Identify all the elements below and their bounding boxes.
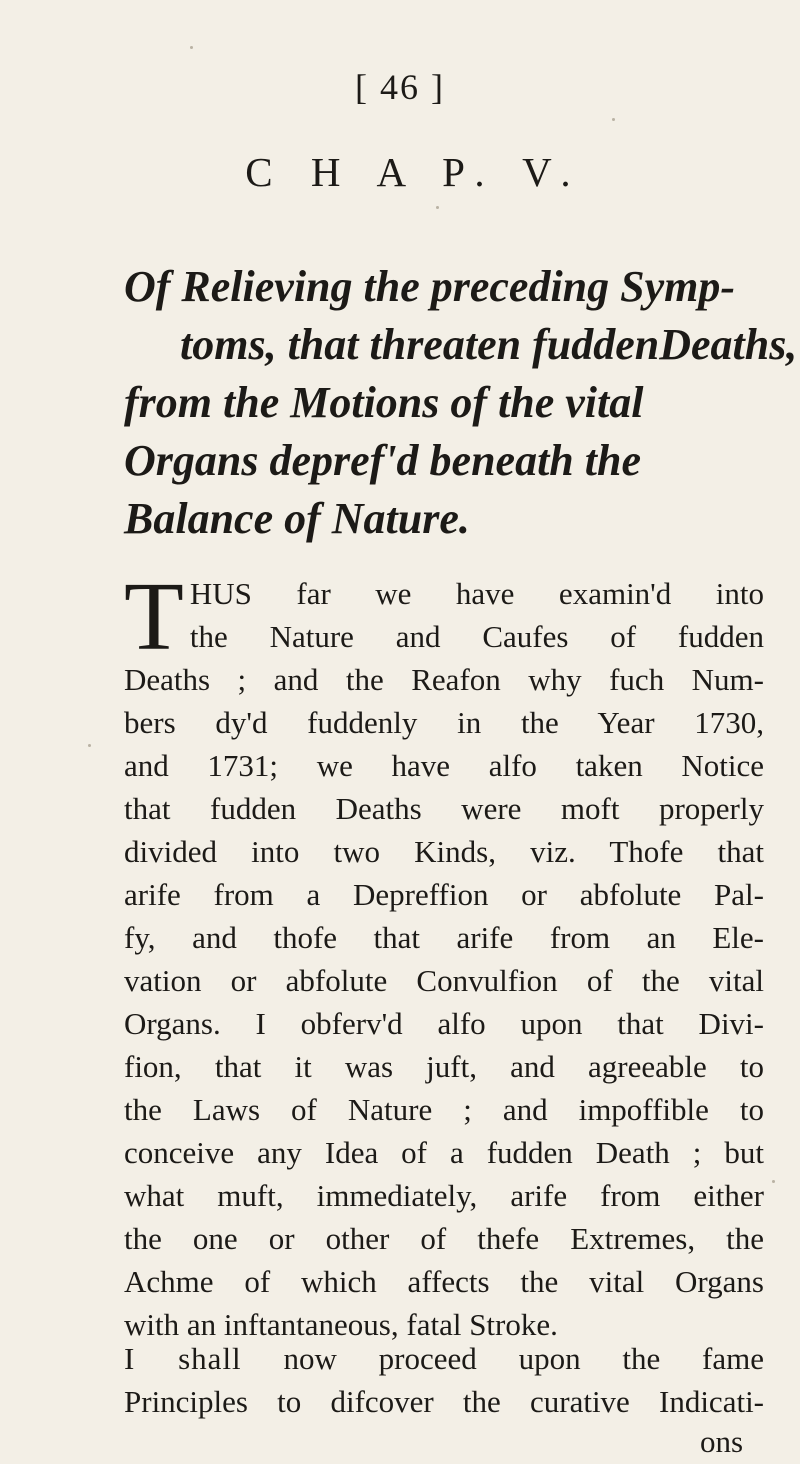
text-line: with an inftantaneous, fatal Stroke.	[124, 1307, 558, 1342]
text-line: conceive any Idea of a fudden Death ; but	[124, 1135, 764, 1170]
text-line: Organs. I obferv'd alfo upon that Divi-	[124, 1006, 764, 1041]
text-line: Principles to difcover the curative Indicati-	[124, 1384, 764, 1419]
text-line: the Laws of Nature ; and impoffible to	[124, 1092, 764, 1127]
paper-speck	[88, 744, 91, 747]
text-line: that fudden Deaths were moft properly	[124, 791, 764, 826]
text-line: and 1731; we have alfo taken Notice	[124, 748, 764, 783]
text-line: fion, that it was juft, and agreeable to	[124, 1049, 764, 1084]
paragraph-lead: I shall	[124, 1341, 242, 1376]
page-number: [ 46 ]	[355, 67, 445, 107]
text-line: bers dy'd fuddenly in the Year 1730,	[124, 705, 764, 740]
text-line: HUS far we have examin'd into	[189, 576, 764, 611]
text-line: fy, and thofe that arife from an Ele-	[124, 920, 764, 955]
text-line	[124, 1337, 764, 1380]
title-line: Organs depref'd beneath the	[124, 436, 641, 485]
text-line: divided into two Kinds, viz. Thofe that	[124, 834, 764, 869]
text-fragment: now proceed upon the fame	[283, 1341, 764, 1376]
paper-speck	[190, 46, 193, 49]
paper-speck	[612, 118, 615, 121]
paper-speck	[772, 1180, 775, 1183]
drop-cap: T	[124, 572, 184, 658]
chapter-title	[124, 258, 798, 548]
text-line: Deaths ; and the Reafon why fuch Num-	[124, 662, 764, 697]
paragraph-2	[124, 1337, 764, 1423]
text-line: the Nature and Caufes of fudden	[189, 619, 764, 654]
paragraph-1	[124, 572, 764, 1346]
title-line: Of Relieving the preceding Symp-	[124, 262, 736, 311]
text-line: Achme of which affects the vital Organs	[124, 1264, 764, 1299]
catchword: ons	[700, 1424, 744, 1459]
text-line: vation or abfolute Convulfion of the vital	[124, 963, 764, 998]
chapter-heading: C H A P. V.	[245, 149, 585, 195]
title-line: Balance of Nature.	[124, 494, 470, 543]
paper-speck	[436, 206, 439, 209]
text-line: what muft, immediately, arife from either	[124, 1178, 764, 1213]
text-line: arife from a Depreffion or abfolute Pal-	[124, 877, 764, 912]
title-line: toms, that threaten fuddenDeaths,	[180, 320, 798, 369]
text-line: the one or other of thefe Extremes, the	[124, 1221, 764, 1256]
title-line: from the Motions of the vital	[124, 378, 644, 427]
